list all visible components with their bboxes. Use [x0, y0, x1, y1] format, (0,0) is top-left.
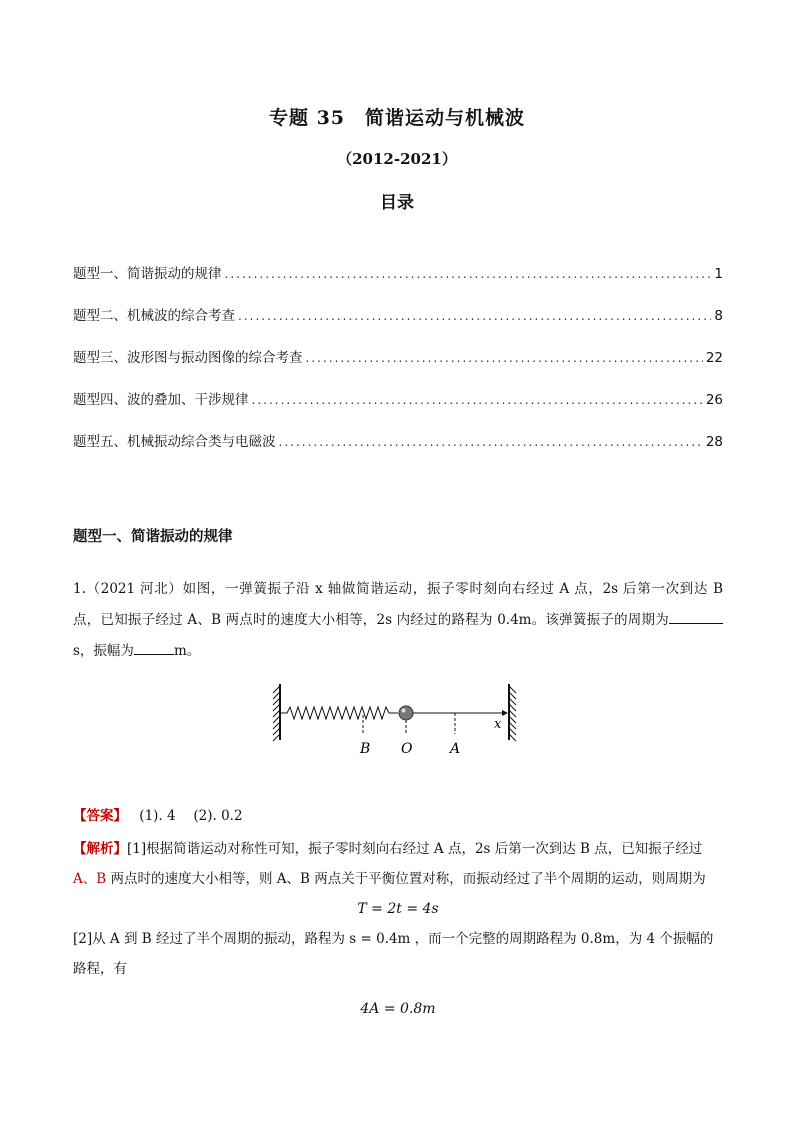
answer-line	[73, 804, 243, 824]
toc-item[interactable]	[73, 430, 723, 472]
question-text-part: m。	[173, 643, 201, 659]
label-B: B	[360, 741, 371, 757]
toc-leader-dots	[238, 309, 711, 323]
toc-item-label: 题型一、简谐振动的规律	[73, 266, 222, 282]
question-text-part: 1.（2021 河北）如图，一弹簧振子沿 x 轴做简谐运动，振子零时刻向右经过 A 点，2s 后第一次到达 B 点，已知振子经过 A、B 两点时的速度大小相等，2s 内经过的路程为 0.4m。该弹簧振子的周期为	[73, 581, 723, 628]
analysis-paragraph-2: [2]从 A 到 B 经过了半个周期的振动，路程为 s = 0.4m ，而一个完整的周期路程为 0.8m，为 4 个振幅的路程，有	[73, 931, 714, 977]
toc-item-page: 1	[714, 266, 723, 282]
answer-tag: 【答案】	[73, 808, 127, 824]
toc-item[interactable]	[73, 346, 723, 388]
toc-item-page: 22	[705, 350, 723, 366]
toc-item[interactable]	[73, 262, 723, 304]
left-wall-hatch	[273, 686, 280, 741]
spring-oscillator-figure	[270, 682, 520, 762]
analysis-tag: 【解析】	[73, 841, 127, 857]
toc-heading: 目录	[380, 193, 414, 213]
toc-item-page: 26	[705, 392, 723, 408]
spring	[280, 707, 398, 719]
toc-leader-dots	[252, 393, 703, 407]
section-heading: 题型一、简谐振动的规律	[73, 529, 233, 545]
toc-item-page: 8	[714, 308, 723, 324]
toc-item-label: 题型二、机械波的综合考查	[73, 308, 235, 324]
equation-amplitude: 4A = 0.8m	[360, 1001, 436, 1017]
toc-leader-dots	[306, 351, 703, 365]
analysis-text: [1]根据简谐运动对称性可知，振子零时刻向右经过 A 点，2s 后第一次到达 B 点，已知振子经过	[127, 841, 703, 857]
toc-leader-dots	[279, 435, 703, 449]
ball-highlight	[402, 709, 406, 713]
toc-item-page: 28	[705, 434, 723, 450]
label-O: O	[401, 741, 413, 757]
answer-blank	[669, 609, 723, 624]
analysis-paragraph-1	[73, 834, 723, 894]
page-title: 专题 35 简谐运动与机械波	[268, 107, 526, 129]
right-wall-hatch	[509, 686, 516, 741]
toc-item[interactable]	[73, 304, 723, 346]
oscillator-ball	[399, 706, 413, 720]
question-text-part: s，振幅为	[73, 643, 134, 659]
toc-leader-dots	[225, 267, 712, 281]
toc-item-label: 题型四、波的叠加、干涉规律	[73, 392, 249, 408]
toc-item-label: 题型三、波形图与振动图像的综合考查	[73, 350, 303, 366]
table-of-contents	[73, 262, 723, 472]
x-axis-arrow	[502, 710, 508, 716]
toc-item[interactable]	[73, 388, 723, 430]
analysis-text: 两点时的速度大小相等，则 A、B 两点关于平衡位置对称，而振动经过了半个周期的运动，则周期为	[106, 871, 706, 887]
label-A: A	[450, 741, 461, 757]
label-x: x	[494, 717, 502, 732]
question-text	[73, 574, 723, 667]
answer-blank	[134, 640, 174, 655]
equation-period: T = 2t = 4s	[357, 901, 439, 917]
analysis-block	[73, 834, 723, 1024]
analysis-highlight: A、B	[73, 871, 107, 887]
toc-item-label: 题型五、机械振动综合类与电磁波	[73, 434, 276, 450]
year-range: （2012-2021）	[337, 150, 457, 168]
answer-text: (1). 4 (2). 0.2	[139, 808, 243, 824]
